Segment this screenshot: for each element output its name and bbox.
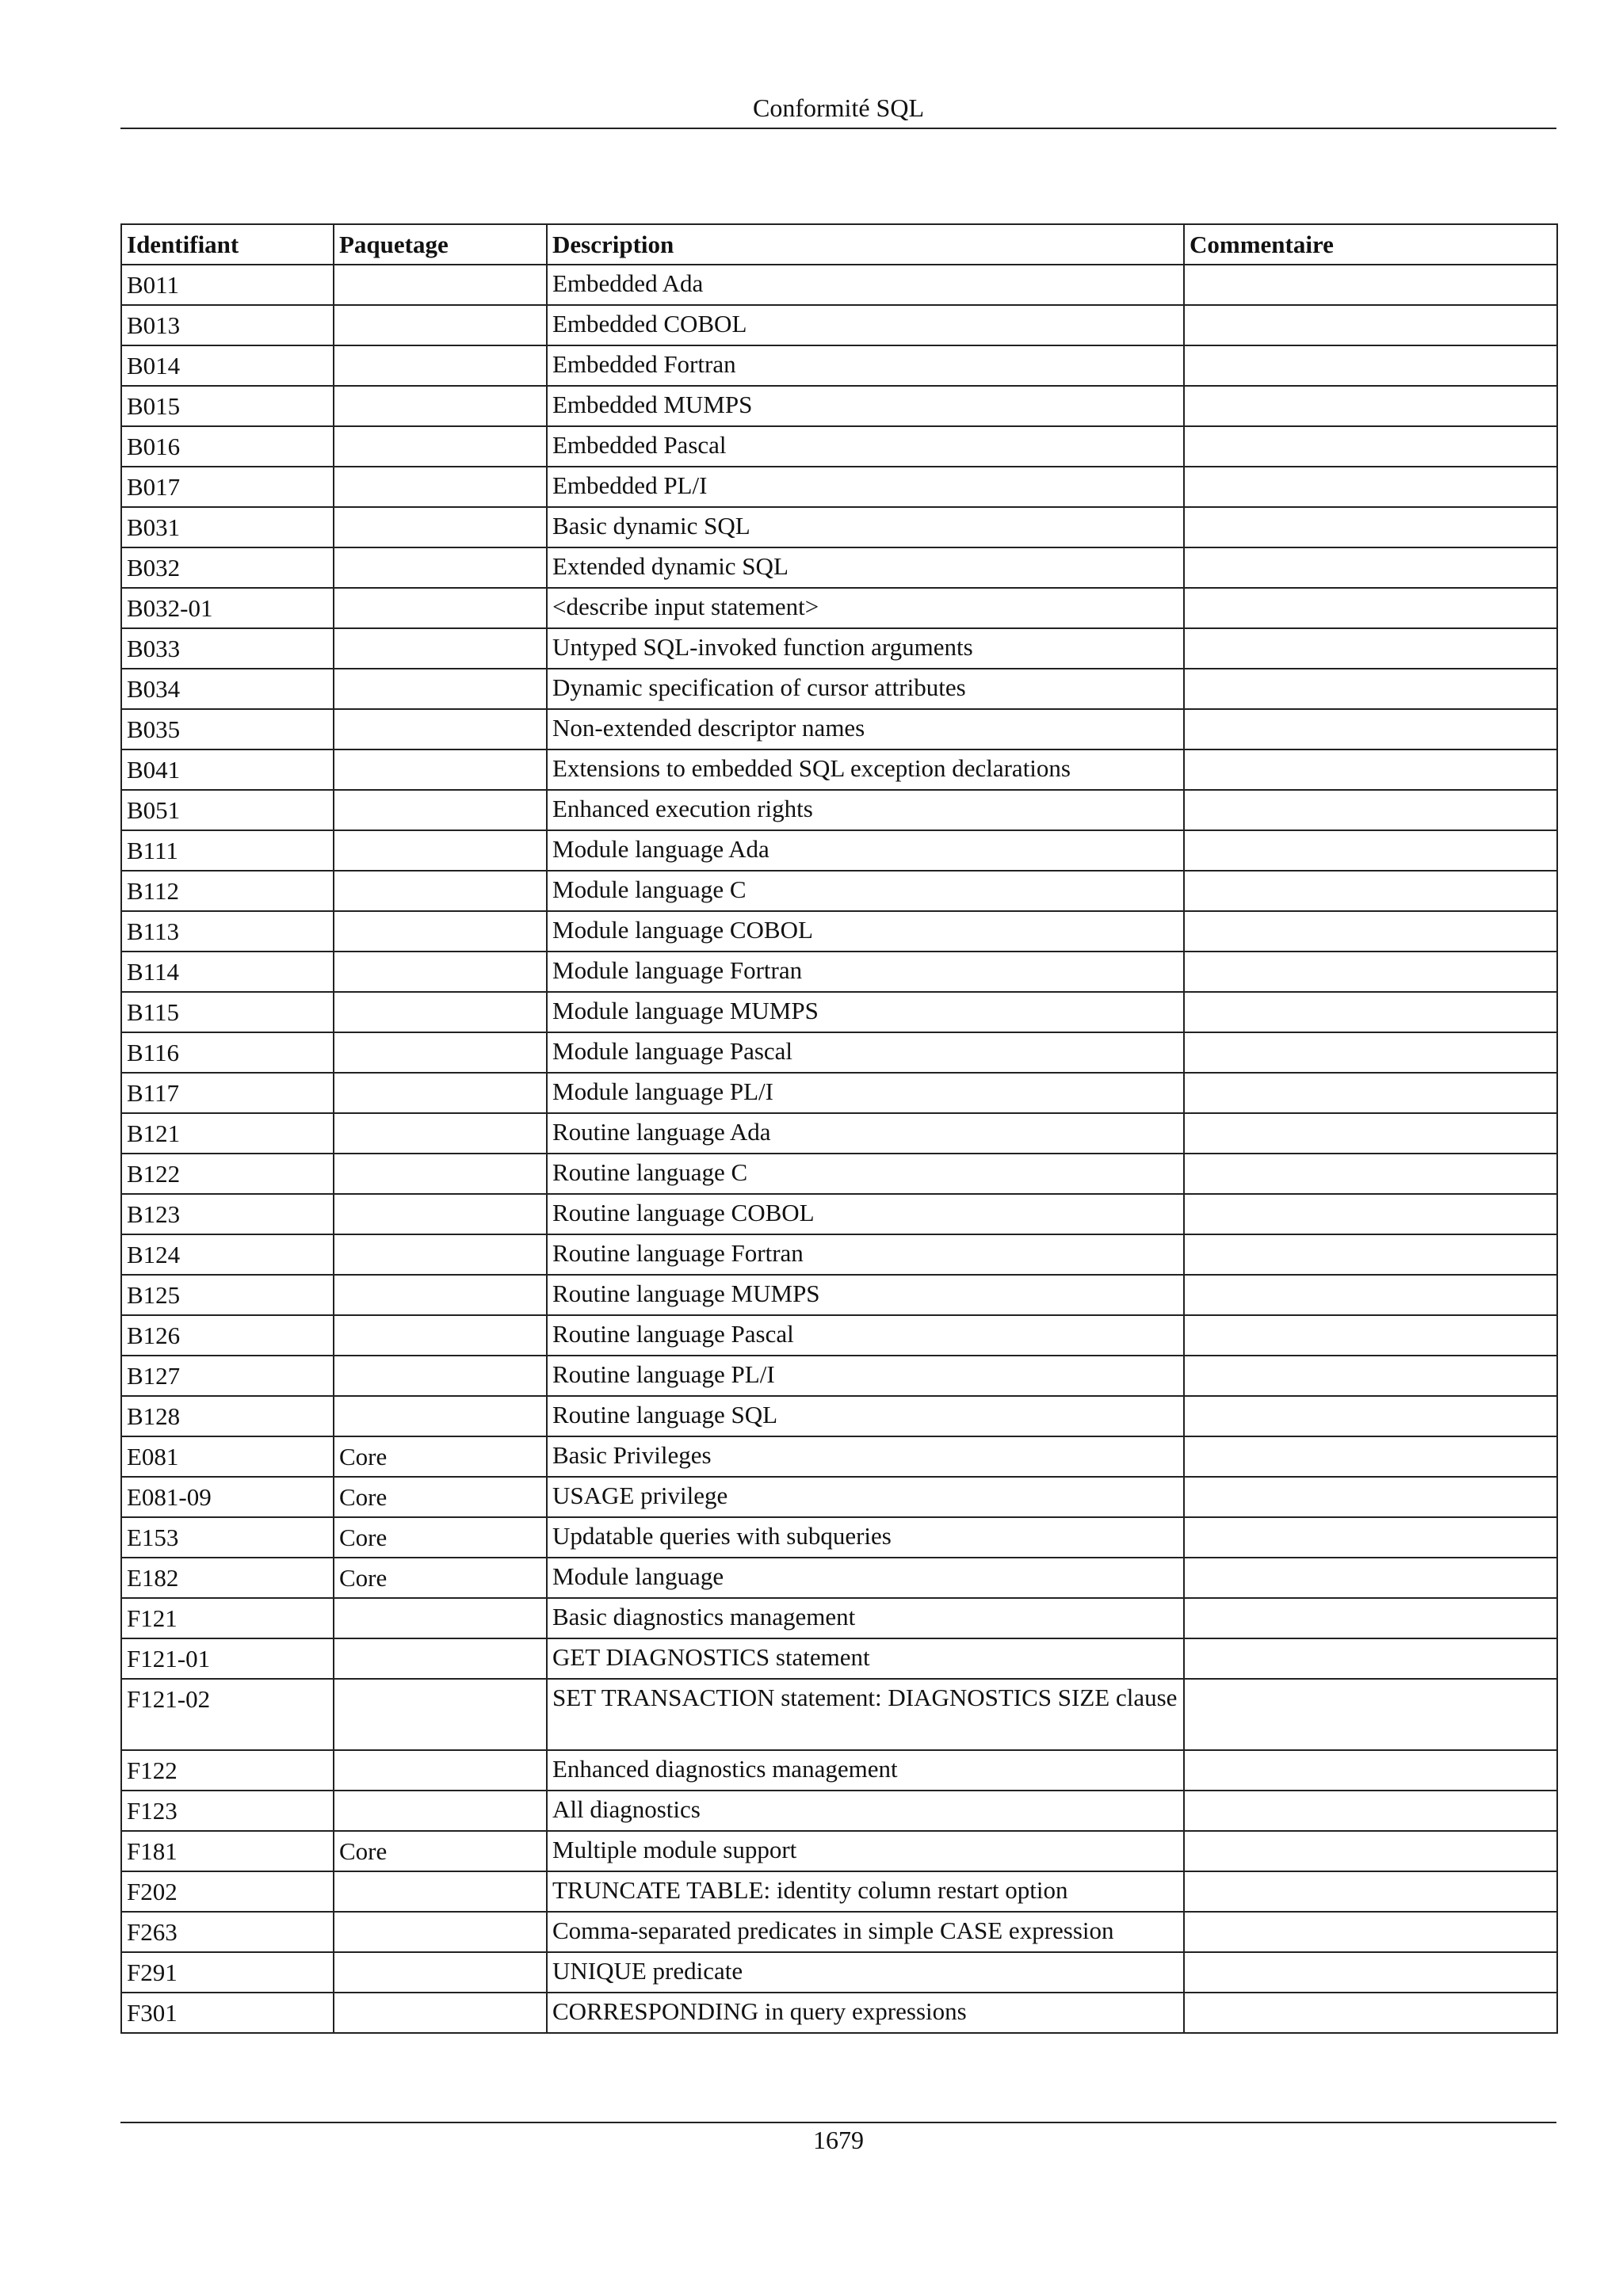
cell-commentaire — [1184, 1234, 1557, 1275]
cell-description: Module language PL/I — [547, 1073, 1184, 1113]
cell-commentaire — [1184, 1912, 1557, 1952]
cell-commentaire — [1184, 1073, 1557, 1113]
cell-description: Embedded Ada — [547, 265, 1184, 305]
cell-commentaire — [1184, 1517, 1557, 1558]
cell-paquetage — [334, 1315, 547, 1356]
cell-commentaire — [1184, 265, 1557, 305]
cell-paquetage — [334, 1194, 547, 1234]
cell-identifiant: B034 — [121, 669, 334, 709]
cell-identifiant: F202 — [121, 1871, 334, 1912]
cell-paquetage — [334, 669, 547, 709]
cell-paquetage — [334, 1073, 547, 1113]
table-row — [121, 426, 1557, 467]
table-row — [121, 992, 1557, 1032]
cell-commentaire — [1184, 911, 1557, 952]
cell-identifiant: B128 — [121, 1396, 334, 1436]
table-row — [121, 1113, 1557, 1154]
cell-commentaire — [1184, 507, 1557, 547]
cell-description: Comma-separated predicates in simple CASE expression — [547, 1912, 1184, 1952]
cell-paquetage — [334, 1993, 547, 2033]
table-row — [121, 1275, 1557, 1315]
table-row — [121, 1993, 1557, 2033]
cell-commentaire — [1184, 345, 1557, 386]
cell-paquetage — [334, 265, 547, 305]
table-row — [121, 1073, 1557, 1113]
cell-description: Module language COBOL — [547, 911, 1184, 952]
cell-identifiant: B113 — [121, 911, 334, 952]
cell-identifiant: B032 — [121, 547, 334, 588]
table-row — [121, 749, 1557, 790]
cell-identifiant: F291 — [121, 1952, 334, 1993]
cell-paquetage — [334, 588, 547, 628]
cell-paquetage — [334, 830, 547, 871]
table-row — [121, 1750, 1557, 1791]
cell-commentaire — [1184, 1477, 1557, 1517]
cell-description: Routine language SQL — [547, 1396, 1184, 1436]
cell-commentaire — [1184, 1993, 1557, 2033]
cell-paquetage — [334, 345, 547, 386]
cell-paquetage — [334, 628, 547, 669]
table-row — [121, 1912, 1557, 1952]
cell-commentaire — [1184, 1679, 1557, 1750]
table-row — [121, 790, 1557, 830]
cell-description: Routine language COBOL — [547, 1194, 1184, 1234]
cell-commentaire — [1184, 1436, 1557, 1477]
cell-paquetage — [334, 1154, 547, 1194]
cell-paquetage — [334, 386, 547, 426]
table-row — [121, 709, 1557, 749]
cell-identifiant: B116 — [121, 1032, 334, 1073]
cell-commentaire — [1184, 426, 1557, 467]
page-number: 1679 — [813, 2126, 864, 2154]
cell-commentaire — [1184, 830, 1557, 871]
table-row — [121, 467, 1557, 507]
table-row — [121, 830, 1557, 871]
cell-commentaire — [1184, 1113, 1557, 1154]
table-row — [121, 305, 1557, 345]
cell-identifiant: F301 — [121, 1993, 334, 2033]
cell-commentaire — [1184, 669, 1557, 709]
cell-commentaire — [1184, 749, 1557, 790]
cell-identifiant: F122 — [121, 1750, 334, 1791]
cell-paquetage — [334, 871, 547, 911]
cell-commentaire — [1184, 1598, 1557, 1638]
cell-identifiant: B114 — [121, 952, 334, 992]
cell-paquetage — [334, 1396, 547, 1436]
column-header-commentaire: Commentaire — [1184, 224, 1557, 265]
cell-identifiant: B111 — [121, 830, 334, 871]
cell-paquetage — [334, 1032, 547, 1073]
cell-paquetage: Core — [334, 1436, 547, 1477]
cell-description: Embedded COBOL — [547, 305, 1184, 345]
table-row — [121, 1436, 1557, 1477]
cell-commentaire — [1184, 1396, 1557, 1436]
cell-identifiant: B017 — [121, 467, 334, 507]
table-row — [121, 1871, 1557, 1912]
cell-paquetage — [334, 992, 547, 1032]
cell-paquetage — [334, 1952, 547, 1993]
cell-paquetage — [334, 547, 547, 588]
table-row — [121, 588, 1557, 628]
cell-paquetage — [334, 709, 547, 749]
cell-identifiant: E182 — [121, 1558, 334, 1598]
cell-description: Enhanced execution rights — [547, 790, 1184, 830]
cell-description: Routine language Ada — [547, 1113, 1184, 1154]
cell-identifiant: B051 — [121, 790, 334, 830]
cell-description: Module language Fortran — [547, 952, 1184, 992]
cell-commentaire — [1184, 305, 1557, 345]
conformance-table — [120, 223, 1558, 2034]
cell-description: Routine language PL/I — [547, 1356, 1184, 1396]
cell-commentaire — [1184, 709, 1557, 749]
cell-paquetage — [334, 1356, 547, 1396]
cell-commentaire — [1184, 1315, 1557, 1356]
table-row — [121, 1638, 1557, 1679]
table-row — [121, 507, 1557, 547]
cell-paquetage — [334, 790, 547, 830]
cell-paquetage — [334, 1598, 547, 1638]
cell-description: Embedded Pascal — [547, 426, 1184, 467]
cell-description: Extended dynamic SQL — [547, 547, 1184, 588]
cell-commentaire — [1184, 1558, 1557, 1598]
table-row — [121, 1315, 1557, 1356]
table-row — [121, 1679, 1557, 1750]
cell-identifiant: B015 — [121, 386, 334, 426]
cell-paquetage: Core — [334, 1477, 547, 1517]
cell-paquetage — [334, 507, 547, 547]
cell-description: TRUNCATE TABLE: identity column restart option — [547, 1871, 1184, 1912]
cell-description: Enhanced diagnostics management — [547, 1750, 1184, 1791]
cell-description: <describe input statement> — [547, 588, 1184, 628]
cell-identifiant: B115 — [121, 992, 334, 1032]
table-header — [121, 224, 1557, 265]
table-row — [121, 871, 1557, 911]
cell-identifiant: F263 — [121, 1912, 334, 1952]
table-row — [121, 1952, 1557, 1993]
cell-paquetage — [334, 1679, 547, 1750]
cell-commentaire — [1184, 1791, 1557, 1831]
cell-commentaire — [1184, 467, 1557, 507]
cell-description: Routine language MUMPS — [547, 1275, 1184, 1315]
cell-paquetage — [334, 467, 547, 507]
cell-identifiant: E153 — [121, 1517, 334, 1558]
cell-identifiant: B033 — [121, 628, 334, 669]
cell-identifiant: E081 — [121, 1436, 334, 1477]
footer-rule — [120, 2122, 1556, 2123]
cell-identifiant: B112 — [121, 871, 334, 911]
cell-description: Extensions to embedded SQL exception declarations — [547, 749, 1184, 790]
cell-paquetage — [334, 1234, 547, 1275]
cell-description: CORRESPONDING in query expressions — [547, 1993, 1184, 2033]
table-row — [121, 1234, 1557, 1275]
cell-paquetage — [334, 1791, 547, 1831]
table-row — [121, 952, 1557, 992]
cell-paquetage — [334, 305, 547, 345]
table-row — [121, 1598, 1557, 1638]
table-row — [121, 1396, 1557, 1436]
cell-paquetage — [334, 1912, 547, 1952]
cell-commentaire — [1184, 1032, 1557, 1073]
cell-identifiant: B016 — [121, 426, 334, 467]
cell-identifiant: B032-01 — [121, 588, 334, 628]
header-row — [121, 224, 1557, 265]
table-body — [121, 265, 1557, 2033]
cell-paquetage — [334, 1275, 547, 1315]
cell-commentaire — [1184, 952, 1557, 992]
cell-description: Basic diagnostics management — [547, 1598, 1184, 1638]
table-row — [121, 1154, 1557, 1194]
cell-paquetage — [334, 1871, 547, 1912]
cell-commentaire — [1184, 1831, 1557, 1871]
cell-description: Routine language Pascal — [547, 1315, 1184, 1356]
cell-paquetage — [334, 749, 547, 790]
cell-description: UNIQUE predicate — [547, 1952, 1184, 1993]
cell-paquetage — [334, 1638, 547, 1679]
cell-identifiant: B121 — [121, 1113, 334, 1154]
cell-paquetage — [334, 952, 547, 992]
cell-description: SET TRANSACTION statement: DIAGNOSTICS SIZE clause — [547, 1679, 1184, 1750]
table-row — [121, 1517, 1557, 1558]
cell-identifiant: B014 — [121, 345, 334, 386]
cell-description: Dynamic specification of cursor attributes — [547, 669, 1184, 709]
cell-paquetage — [334, 426, 547, 467]
table-row — [121, 1831, 1557, 1871]
cell-identifiant: B117 — [121, 1073, 334, 1113]
cell-identifiant: F123 — [121, 1791, 334, 1831]
cell-commentaire — [1184, 547, 1557, 588]
column-header-identifiant: Identifiant — [121, 224, 334, 265]
table-row — [121, 265, 1557, 305]
cell-description: Module language MUMPS — [547, 992, 1184, 1032]
cell-paquetage: Core — [334, 1517, 547, 1558]
cell-identifiant: B011 — [121, 265, 334, 305]
cell-identifiant: B123 — [121, 1194, 334, 1234]
cell-commentaire — [1184, 628, 1557, 669]
cell-identifiant: E081-09 — [121, 1477, 334, 1517]
table-row — [121, 1791, 1557, 1831]
table-row — [121, 911, 1557, 952]
table-row — [121, 345, 1557, 386]
cell-description: Module language C — [547, 871, 1184, 911]
cell-identifiant: B127 — [121, 1356, 334, 1396]
cell-description: Basic dynamic SQL — [547, 507, 1184, 547]
cell-description: Embedded MUMPS — [547, 386, 1184, 426]
cell-commentaire — [1184, 1154, 1557, 1194]
cell-description: Module language — [547, 1558, 1184, 1598]
cell-identifiant: F181 — [121, 1831, 334, 1871]
cell-paquetage — [334, 911, 547, 952]
cell-description: Updatable queries with subqueries — [547, 1517, 1184, 1558]
cell-identifiant: B035 — [121, 709, 334, 749]
column-header-description: Description — [547, 224, 1184, 265]
cell-identifiant: F121-01 — [121, 1638, 334, 1679]
column-header-paquetage: Paquetage — [334, 224, 547, 265]
cell-description: Basic Privileges — [547, 1436, 1184, 1477]
cell-identifiant: F121 — [121, 1598, 334, 1638]
cell-paquetage — [334, 1750, 547, 1791]
cell-commentaire — [1184, 588, 1557, 628]
table-row — [121, 669, 1557, 709]
header-rule — [120, 128, 1556, 129]
cell-commentaire — [1184, 1750, 1557, 1791]
cell-commentaire — [1184, 992, 1557, 1032]
cell-identifiant: B013 — [121, 305, 334, 345]
cell-description: GET DIAGNOSTICS statement — [547, 1638, 1184, 1679]
cell-identifiant: B125 — [121, 1275, 334, 1315]
cell-description: Untyped SQL-invoked function arguments — [547, 628, 1184, 669]
table-row — [121, 1477, 1557, 1517]
cell-identifiant: B124 — [121, 1234, 334, 1275]
cell-description: All diagnostics — [547, 1791, 1184, 1831]
cell-identifiant: B122 — [121, 1154, 334, 1194]
cell-identifiant: B031 — [121, 507, 334, 547]
cell-description: Embedded Fortran — [547, 345, 1184, 386]
cell-identifiant: B126 — [121, 1315, 334, 1356]
table-row — [121, 386, 1557, 426]
cell-commentaire — [1184, 790, 1557, 830]
cell-commentaire — [1184, 1871, 1557, 1912]
table-row — [121, 628, 1557, 669]
cell-paquetage — [334, 1113, 547, 1154]
cell-description: Module language Ada — [547, 830, 1184, 871]
cell-description: USAGE privilege — [547, 1477, 1184, 1517]
cell-commentaire — [1184, 1194, 1557, 1234]
cell-commentaire — [1184, 1356, 1557, 1396]
cell-paquetage: Core — [334, 1831, 547, 1871]
cell-commentaire — [1184, 871, 1557, 911]
table-row — [121, 1356, 1557, 1396]
cell-description: Routine language C — [547, 1154, 1184, 1194]
table-row — [121, 547, 1557, 588]
cell-description: Module language Pascal — [547, 1032, 1184, 1073]
cell-identifiant: F121-02 — [121, 1679, 334, 1750]
cell-description: Multiple module support — [547, 1831, 1184, 1871]
table-row — [121, 1558, 1557, 1598]
cell-description: Embedded PL/I — [547, 467, 1184, 507]
cell-description: Non-extended descriptor names — [547, 709, 1184, 749]
cell-commentaire — [1184, 1275, 1557, 1315]
cell-identifiant: B041 — [121, 749, 334, 790]
running-header: Conformité SQL — [753, 93, 924, 122]
table-row — [121, 1032, 1557, 1073]
table-row — [121, 1194, 1557, 1234]
cell-paquetage: Core — [334, 1558, 547, 1598]
cell-commentaire — [1184, 1952, 1557, 1993]
cell-description: Routine language Fortran — [547, 1234, 1184, 1275]
cell-commentaire — [1184, 1638, 1557, 1679]
cell-commentaire — [1184, 386, 1557, 426]
